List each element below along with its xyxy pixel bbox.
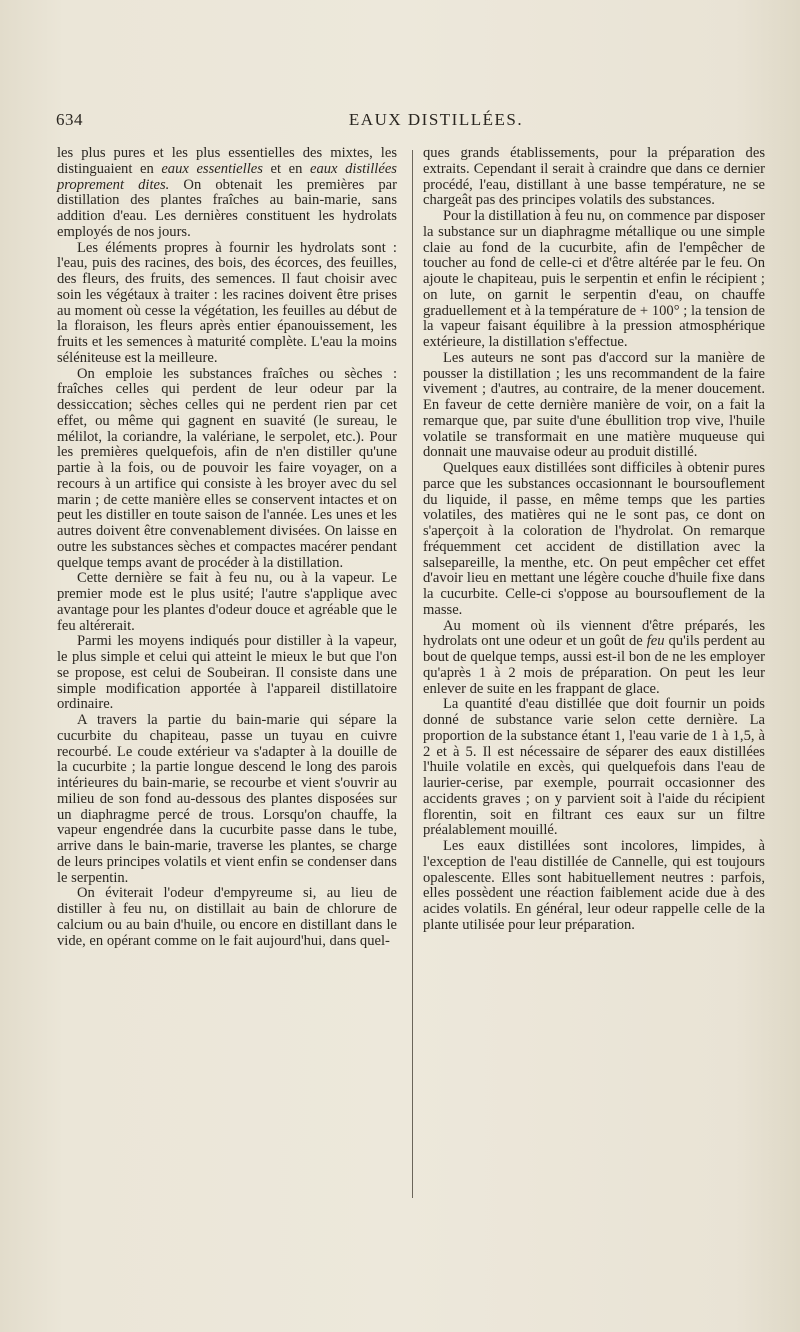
italic-term: eaux essentielles [161, 160, 263, 177]
text-span: Au moment où ils viennent d'être préparés, les hydrolats ont une odeur et un goût de [423, 617, 765, 650]
paragraph: Quelques eaux distillées sont difficiles à obtenir pures parce que les substances occasionnant le boursouflement du liquide, il passe, en même temps que les parties volatiles, des matières qui ne le sont pas, ce dont on s'aperçoit à la coloration de l'hydrolat. On remarque fréquemment cet accident de distillation avec la salsepareille, la menthe, etc. On peut empêcher cet effet d'avoir lieu en mettant une légère couche d'huile fixe dans la cucurbite. Celle-ci s'oppose au boursouflement de la masse. [423, 460, 765, 618]
paragraph: Les eaux distillées sont incolores, limpides, à l'exception de l'eau distillée de Cannelle, qui est toujours opalescente. Elles sont habituellement neutres : parfois, elles possèdent une réaction faiblement acide due à des acides volatils. En général, leur odeur rappelle celle de la plante utilisée pour leur préparation. [423, 838, 765, 933]
left-column [57, 146, 397, 949]
page-number: 634 [56, 110, 83, 129]
paragraph: On éviterait l'odeur d'empyreume si, au lieu de distiller à feu nu, on distillait au bain de chlorure de calcium ou au bain d'huile, ou encore en distillant dans le vide, en opérant comme on le fait aujourd'hui, dans quel- [57, 885, 397, 949]
right-column [423, 146, 765, 934]
paragraph [57, 146, 397, 241]
paragraph: Les auteurs ne sont pas d'accord sur la manière de pousser la distillation ; les uns recommandent de la faire vivement ; d'autres, au contraire, de la mener doucement. En faveur de cette dernière manière de voir, on a fait la remarque que, par suite d'une ébullition trop vive, l'huile volatile se transformait en une matière muqueuse qui donnait une mauvaise odeur au produit distillé. [423, 349, 765, 461]
text-span: et en [262, 160, 310, 177]
text-span: les plus pures et les plus essentielles des mixtes, les distinguaient en [57, 145, 397, 177]
paragraph: Cette dernière se fait à feu nu, ou à la vapeur. Le premier mode est le plus usité; l'autre s'applique avec avantage pour les plantes d'odeur douce et agréable que le feu altérerait. [57, 570, 397, 634]
italic-term: eaux distillées proprement dites. [57, 160, 397, 193]
paragraph: Pour la distillation à feu nu, on commence par disposer la substance sur un diaphragme métallique ou une simple claie au fond de la cucurbite, afin de l'empêcher de toucher au fond de celle-ci et d'être altérée par le feu. On ajoute le chapiteau, puis le serpentin et enfin le récipient ; on lute, on garnit le serpentin d'eau, on chauffe graduellement et à la température de + 100° ; la tension de la vapeur faisant équilibre à la pression atmosphérique extérieure, la distillation s'effectue. [423, 208, 765, 350]
italic-term: feu [646, 633, 665, 650]
running-title: EAUX DISTILLÉES. [348, 110, 524, 129]
text-span: On obtenait les premières par distillation des plantes fraîches au bain-marie, sans addition d'eau. Les dernières constituent les hydrolats employés de nos jours. [57, 176, 398, 240]
text-span: qu'ils perdent au bout de quelque temps, aussi est-il bon de ne les employer qu'après 1 à 2 mois de préparation. On peut les leur enlever de suite en les frappant de glace. [423, 633, 766, 697]
paragraph: Parmi les moyens indiqués pour distiller à la vapeur, le plus simple et celui qui atteint le mieux le but que l'on se propose, est celui de Soubeiran. Il consiste dans une simple modification apportée à l'appareil distillatoire ordinaire. [57, 633, 397, 713]
paragraph: La quantité d'eau distillée que doit fournir un poids donné de substance varie selon cette dernière. La proportion de la substance étant 1, l'eau varie de 1 à 1,5, à 2 et à 5. Il est nécessaire de séparer des eaux distillées l'huile volatile en excès, qui quelquefois dans l'eau de laurier-cerise, par exemple, pourrait occasionner des accidents graves ; on y parvient soit à l'aide du récipient florentin, soit en filtrant ces eaux sur un filtre préalablement mouillé. [423, 696, 765, 839]
column-divider [412, 150, 413, 1198]
paragraph: Les éléments propres à fournir les hydrolats sont : l'eau, puis des racines, des bois, des écorces, des feuilles, des fleurs, des fruits, des semences. Il faut choisir avec soin les végétaux à traiter : les racines doivent être prises au moment où cesse la végétation, les feuilles au début de la floraison, les fleurs après entier épanouissement, les fruits et les semences à maturité complète. L'eau la moins séléniteuse est la meilleure. [57, 239, 397, 366]
paragraph: On emploie les substances fraîches ou sèches : fraîches celles qui perdent de leur odeur par la dessiccation; sèches celles qui ne perdent rien par cet effet, ou même qui gagnent en suavité (le sureau, le mélilot, la coriandre, la valériane, le serpolet, etc.). Pour les premières quelquefois, afin de n'en distiller qu'une partie à la fois, ou de pouvoir les faire voyager, on a recours à un artifice qui consiste à les broyer avec du sel marin ; de cette manière elles se conservent intactes et on peut les distiller en toute saison de l'année. Les unes et les autres doivent être convenablement divisées. On laisse en outre les substances sèches et compactes macérer pendant quelque temps avant de procéder à la distillation. [57, 365, 397, 571]
paragraph: A travers la partie du bain-marie qui sépare la cucurbite du chapiteau, passe un tuyau en cuivre recourbé. Le coude extérieur va s'adapter à la douille de la cucurbite ; la partie longue descend le long des parois intérieures du bain-marie, se recourbe et vient s'ouvrir au milieu de son fond au-dessous des plantes disposées sur un diaphragme percé de trous. Lorsqu'on chauffe, la vapeur engendrée dans la cucurbite passe dans le tube, arrive dans le bain-marie, traverse les plantes, se charge de leurs principes volatils et vient enfin se condenser dans le serpentin. [57, 712, 397, 886]
paragraph [423, 619, 765, 698]
page-header [56, 110, 780, 136]
paragraph: ques grands établissements, pour la préparation des extraits. Cependant il serait à craindre que dans ce dernier procédé, l'eau, distillant à une basse température, ne se chargeât pas des principes volatils des substances. [423, 145, 765, 209]
